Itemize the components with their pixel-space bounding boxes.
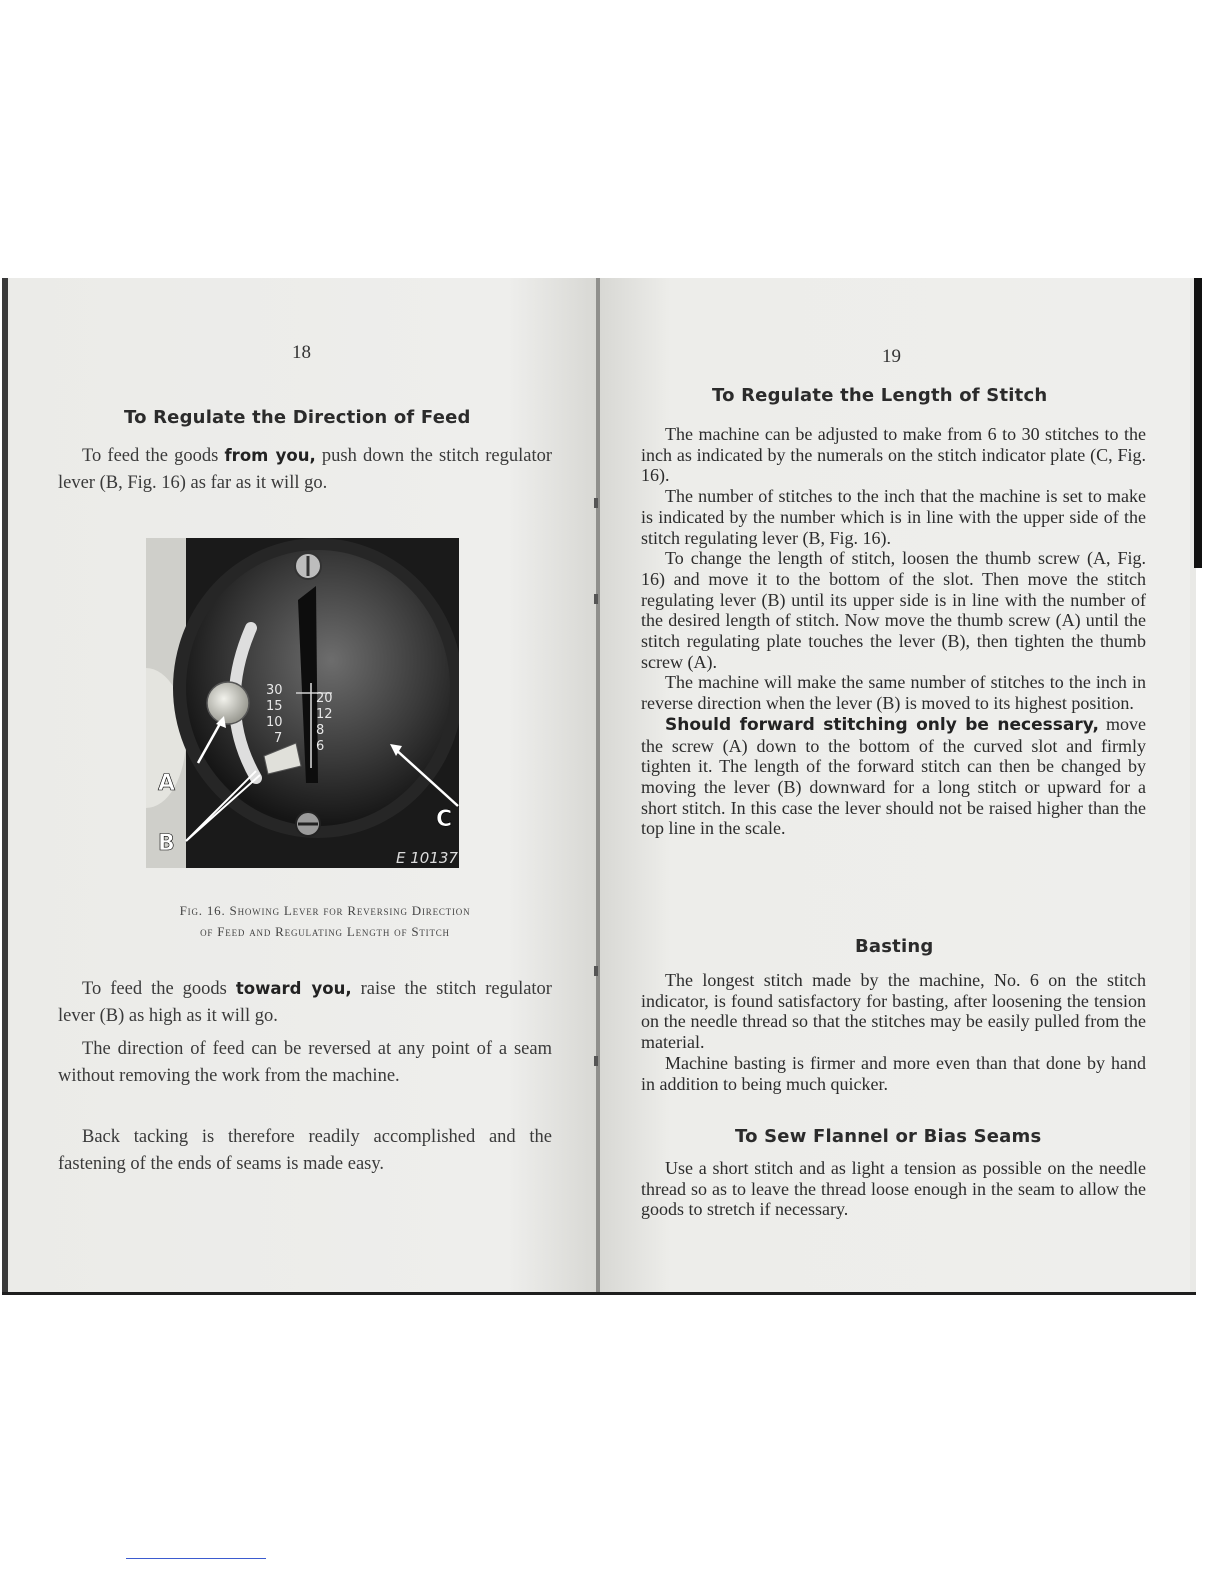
footer-rule (126, 1558, 266, 1559)
paragraph: To change the length of stitch, loosen the thumb screw (A, Fig. 16) and move it to the bottom of the slot. Then move the stitch regulating lever (B) until its upper side is in line with the number of the desired length of stitch. Now move the thumb screw (A) until the stitch regulating plate touches the lever (B), then tighten the thumb screw (A). (641, 548, 1146, 672)
section-heading: Basting (855, 936, 934, 957)
text-column (641, 424, 1146, 839)
text-run: To feed the goods (82, 979, 236, 999)
section-heading: To Sew Flannel or Bias Seams (735, 1126, 1042, 1147)
figure-photo (146, 538, 459, 868)
text-run: push down the stitch regulator lever (B, Fig. 16) as far as it will go. (58, 446, 552, 493)
scale-label-right: 6 (316, 739, 325, 754)
thumb-screw (207, 682, 249, 724)
text-run: raise the stitch regulator lever (B) as high as it will go. (58, 979, 552, 1026)
section-heading: To Regulate the Direction of Feed (124, 407, 471, 428)
scale-label-right: 20 (316, 691, 333, 706)
figure-caption (70, 900, 580, 942)
left-page (10, 278, 596, 1292)
paragraph: The number of stitches to the inch that the machine is set to make is indicated by the number which is in line with the upper side of the stitch regulating lever (B, Fig. 16). (641, 486, 1146, 548)
text-run: To feed the goods (82, 446, 225, 466)
section-heading: To Regulate the Length of Stitch (712, 385, 1048, 406)
caption-line: of Feed and Regulating Length of Stitch (200, 924, 450, 939)
paragraph: Machine basting is firmer and more even than that done by hand in addition to being much quicker. (641, 1052, 1146, 1094)
text-run: move the screw (A) down to the bottom of the curved slot and firmly tighten it. The length of the forward stitch can then be changed by moving the lever (B) downward for a long stitch or upward for a short stitch. In this case the lever should not be raised higher than the top line in the scale. (641, 713, 1146, 839)
scale-label-left: 10 (266, 715, 283, 730)
scale-label-left: 7 (274, 731, 283, 746)
plate-code: E 10137 (396, 849, 458, 867)
paragraph: Use a short stitch and as light a tension as possible on the needle thread so as to leave the thread loose enough in the seam to allow the goods to stretch if necessary. (641, 1158, 1146, 1220)
callout-label-c: C (436, 807, 453, 832)
right-page (600, 278, 1190, 1292)
paragraph: Back tacking is therefore readily accomplished and the fastening of the ends of seams is made easy. (58, 1127, 552, 1174)
caption-line: Fig. 16. Showing Lever for Reversing Direction (179, 903, 471, 918)
scale-label-right: 8 (316, 723, 325, 738)
callout-label-b: B (158, 831, 175, 856)
text-column (641, 970, 1146, 1094)
paragraph (58, 975, 552, 1030)
paragraph: The longest stitch made by the machine, No. 6 on the stitch indicator, is found satisfactory for basting, after loosening the tension on the needle thread so that the stitches may be easily pulled from the material. (641, 970, 1146, 1053)
paragraph: The direction of feed can be reversed at any point of a seam without removing the work from the machine. (58, 1039, 552, 1086)
paragraph (641, 714, 1146, 839)
paragraph (58, 442, 552, 497)
book-spread (2, 278, 1196, 1295)
scale-label-left: 15 (266, 699, 283, 714)
page-number: 18 (292, 342, 311, 363)
text-column (641, 1158, 1146, 1220)
bold-text: from you, (224, 446, 316, 465)
paragraph: The machine will make the same number of stitches to the inch in reverse direction when the lever (B) is moved to its highest position. (641, 672, 1146, 714)
bold-text: Should forward stitching only be necessary, (665, 714, 1099, 735)
bold-text: toward you, (235, 979, 352, 998)
scale-label-left: 30 (266, 683, 283, 698)
sewing-machine-illustration (146, 538, 459, 868)
paragraph: The machine can be adjusted to make from 6 to 30 stitches to the inch as indicated by the numerals on the stitch indicator plate (C, Fig. 16). (641, 424, 1146, 486)
page-number: 19 (882, 346, 901, 367)
callout-label-a: A (158, 771, 176, 796)
scale-label-right: 12 (316, 707, 333, 722)
